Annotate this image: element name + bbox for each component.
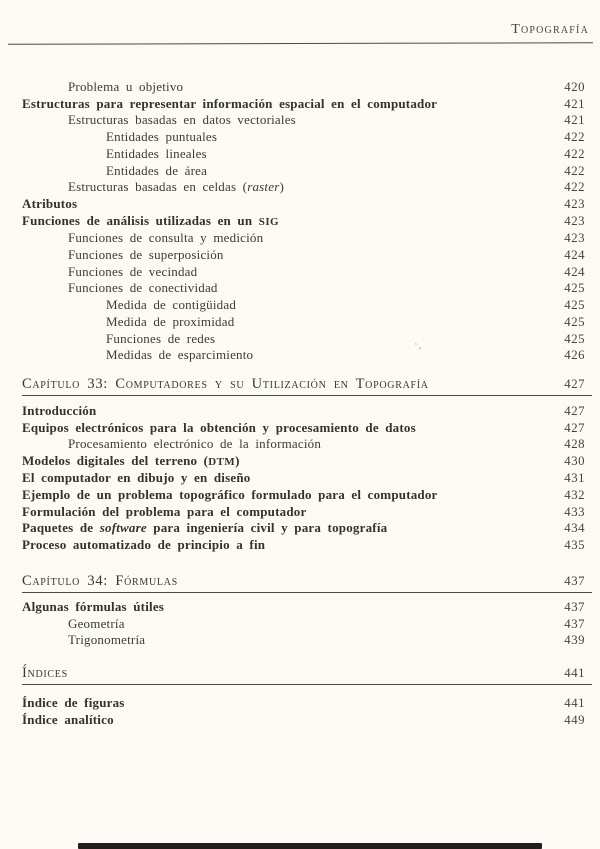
- header-rule: [8, 42, 593, 45]
- page-number: 425: [564, 331, 585, 346]
- page-number: 421: [564, 96, 585, 111]
- toc-entry: [22, 129, 585, 146]
- entry-title: [22, 537, 554, 553]
- title-text: Medida de contigüidad: [106, 297, 237, 313]
- title-text: Funciones de consulta y medición: [68, 230, 264, 246]
- title-text: Ejemplo de un problema topográfico formulado para el computador: [22, 486, 438, 502]
- toc-entry: [22, 453, 585, 471]
- entry-title: [22, 179, 554, 195]
- toc-entry: [22, 247, 585, 264]
- page-number: 427: [564, 420, 585, 435]
- indices-heading: [22, 665, 585, 685]
- title-text: Formulación del problema para el computador: [22, 503, 307, 519]
- toc-entry: [22, 470, 585, 487]
- toc-entry: [22, 347, 585, 364]
- page-number: 426: [564, 348, 585, 363]
- title-text: ): [235, 452, 240, 468]
- title-text: ): [279, 179, 284, 195]
- running-title: Topografía: [511, 22, 589, 37]
- title-text: Capítulo 33: Computadores y su Utilización en Topografía: [22, 375, 429, 392]
- title-text: Estructuras para representar información espacial en el computador: [22, 95, 438, 111]
- toc-entry: [22, 280, 585, 297]
- title-text: Equipos electrónicos para la obtención y procesamiento de datos: [22, 419, 416, 435]
- page-number: 424: [564, 264, 585, 279]
- entry-title: [22, 297, 554, 313]
- page-number: 427: [564, 376, 585, 391]
- page-number: 435: [564, 537, 585, 552]
- page-number: 425: [564, 281, 585, 296]
- entry-title: [22, 470, 554, 486]
- title-text: Algunas fórmulas útiles: [22, 599, 165, 615]
- page-number: 430: [564, 453, 585, 468]
- title-text: Introducción: [22, 402, 97, 418]
- ink-speck-artifact: ·,: [412, 339, 425, 352]
- title-text: Trigonometría: [68, 632, 146, 648]
- title-text: Funciones de análisis utilizadas en un: [22, 212, 259, 228]
- toc-entry: [22, 487, 585, 504]
- page-number: 423: [564, 196, 585, 211]
- title-text: Funciones de superposición: [68, 247, 224, 263]
- toc-entry: [22, 504, 585, 521]
- italic-term: software: [99, 520, 147, 536]
- page-number: 425: [564, 314, 585, 329]
- entry-title: [22, 403, 554, 419]
- toc-entry: [22, 632, 585, 649]
- toc-entry: [22, 695, 585, 712]
- toc-entry: [22, 712, 585, 729]
- page-number: 422: [564, 163, 585, 178]
- entry-title: [22, 264, 554, 280]
- title-text: El computador en dibujo y en diseño: [22, 470, 251, 486]
- toc-entry: [22, 616, 585, 633]
- scan-bar-artifact: [78, 843, 542, 849]
- entry-title: [22, 96, 554, 112]
- entry-title: [22, 146, 554, 162]
- entry-title: [22, 695, 554, 711]
- page-number: 427: [564, 403, 585, 418]
- title-text: Entidades puntuales: [106, 129, 218, 145]
- toc-entry: [22, 196, 585, 213]
- title-text: Funciones de conectividad: [68, 280, 218, 296]
- small-caps-term: SIG: [258, 215, 280, 228]
- page-number: 433: [564, 504, 585, 519]
- title-text: Proceso automatizado de principio a fin: [22, 536, 266, 552]
- toc-entry: [22, 146, 585, 163]
- page-number: 449: [564, 712, 585, 727]
- entry-title: [22, 129, 554, 145]
- title-text: para ingeniería civil y para topografía: [146, 520, 388, 536]
- entry-title: [22, 196, 554, 212]
- italic-term: raster: [247, 179, 280, 195]
- title-text: Estructuras basadas en celdas (: [68, 179, 248, 195]
- entry-title: [22, 79, 554, 95]
- entry-title: [22, 347, 554, 363]
- toc-entry: [22, 520, 585, 537]
- title-text: Modelos digitales del terreno (: [22, 452, 209, 468]
- title-text: Entidades lineales: [106, 145, 207, 161]
- page-number: 422: [564, 146, 585, 161]
- table-of-contents: [22, 79, 585, 728]
- toc-entry: [22, 213, 585, 231]
- toc-entry: [22, 96, 585, 113]
- toc-entry: [22, 331, 585, 348]
- small-caps-term: DTM: [208, 455, 236, 468]
- entry-title: [22, 376, 554, 393]
- toc-entry: [22, 599, 585, 616]
- title-text: Paquetes de: [22, 520, 100, 536]
- toc-entry: [22, 297, 585, 314]
- title-text: Funciones de vecindad: [68, 263, 198, 279]
- entry-title: [22, 573, 554, 590]
- title-text: Procesamiento electrónico de la información: [68, 436, 322, 452]
- title-text: Geometría: [68, 615, 125, 631]
- title-text: Índice de figuras: [22, 695, 125, 711]
- page-number: 441: [564, 696, 585, 711]
- entry-title: [22, 504, 554, 520]
- chapter-33-heading: [22, 376, 585, 396]
- toc-entry: [22, 403, 585, 420]
- entry-title: [22, 213, 554, 231]
- entry-title: [22, 331, 554, 347]
- title-text: Índices: [22, 665, 68, 682]
- title-text: Atributos: [22, 195, 78, 211]
- page-number: 437: [564, 616, 585, 631]
- entry-title: [22, 712, 554, 728]
- entry-title: [22, 487, 554, 503]
- toc-rows: [22, 79, 585, 728]
- toc-entry: [22, 112, 585, 129]
- page-number: 428: [564, 437, 585, 452]
- page-number: 423: [564, 231, 585, 246]
- page-number: 420: [564, 80, 585, 94]
- entry-title: [22, 599, 554, 615]
- page-number: 434: [564, 521, 585, 536]
- entry-title: [22, 163, 554, 179]
- entry-title: [22, 665, 554, 682]
- page-number: 422: [564, 180, 585, 195]
- toc-entry: [22, 420, 585, 437]
- toc-entry: [22, 179, 585, 196]
- entry-title: [22, 280, 554, 296]
- entry-title: [22, 436, 554, 452]
- entry-title: [22, 247, 554, 263]
- page-number: 437: [564, 600, 585, 615]
- entry-title: [22, 314, 554, 330]
- page-number: 421: [564, 113, 585, 128]
- page-number: 441: [564, 666, 585, 681]
- title-text: Entidades de área: [106, 162, 208, 178]
- title-text: Índice analítico: [22, 711, 114, 727]
- page-number: 431: [564, 471, 585, 486]
- page-number: 439: [564, 633, 585, 648]
- entry-title: [22, 420, 554, 436]
- chapter-34-heading: [22, 573, 585, 593]
- entry-title: [22, 616, 554, 632]
- toc-entry: [22, 264, 585, 281]
- toc-entry: [22, 537, 585, 554]
- title-text: Medida de proximidad: [106, 313, 235, 329]
- title-text: Capítulo 34: Fórmulas: [22, 573, 178, 590]
- toc-entry: [22, 230, 585, 247]
- toc-entry: [22, 436, 585, 453]
- page-number: 422: [564, 130, 585, 145]
- entry-title: [22, 230, 554, 246]
- page-number: 437: [564, 574, 585, 589]
- page-number: 424: [564, 248, 585, 263]
- toc-entry: [22, 79, 585, 96]
- title-text: Funciones de redes: [106, 330, 216, 346]
- page-number: 425: [564, 298, 585, 313]
- entry-title: [22, 453, 554, 471]
- toc-entry: [22, 314, 585, 331]
- entry-title: [22, 112, 554, 128]
- title-text: Estructuras basadas en datos vectoriales: [68, 112, 296, 128]
- page-number: 423: [564, 213, 585, 228]
- toc-entry: [22, 163, 585, 180]
- title-text: Problema u objetivo: [68, 79, 184, 94]
- title-text: Medidas de esparcimiento: [106, 347, 254, 363]
- entry-title: [22, 632, 554, 648]
- page-number: 432: [564, 487, 585, 502]
- entry-title: [22, 520, 554, 536]
